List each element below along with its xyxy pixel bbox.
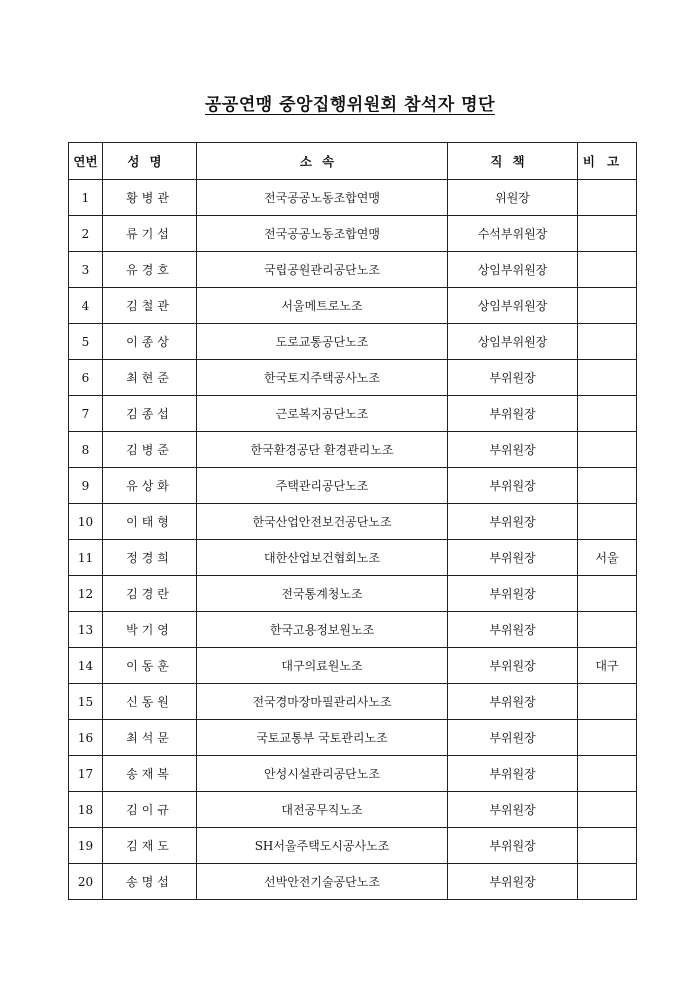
- row-position: 부위원장: [448, 576, 578, 612]
- row-note: [578, 612, 637, 648]
- row-no: 16: [69, 720, 103, 756]
- row-name: 김철관: [103, 288, 197, 324]
- row-org: 전국공공노동조합연맹: [197, 180, 448, 216]
- row-no: 1: [69, 180, 103, 216]
- table-row: [69, 252, 637, 288]
- row-no: 14: [69, 648, 103, 684]
- row-position: 부위원장: [448, 504, 578, 540]
- table-row: [69, 612, 637, 648]
- table-row: [69, 432, 637, 468]
- row-name: 이동훈: [103, 648, 197, 684]
- table-row: [69, 720, 637, 756]
- row-no: 18: [69, 792, 103, 828]
- row-no: 5: [69, 324, 103, 360]
- row-position: 상임부위원장: [448, 324, 578, 360]
- row-org: 전국통계청노조: [197, 576, 448, 612]
- row-position: 부위원장: [448, 540, 578, 576]
- document-title: [0, 90, 700, 115]
- row-note: [578, 792, 637, 828]
- row-name: 최석문: [103, 720, 197, 756]
- row-name: 최현준: [103, 360, 197, 396]
- row-note: [578, 684, 637, 720]
- header-org: 소속: [197, 143, 448, 180]
- table-row: [69, 288, 637, 324]
- table-row: [69, 216, 637, 252]
- row-note: [578, 396, 637, 432]
- row-name: 김재도: [103, 828, 197, 864]
- row-position: 부위원장: [448, 396, 578, 432]
- row-name: 이종상: [103, 324, 197, 360]
- row-org: 주택관리공단노조: [197, 468, 448, 504]
- table-row: [69, 180, 637, 216]
- row-position: 부위원장: [448, 612, 578, 648]
- row-name: 이태형: [103, 504, 197, 540]
- table-body: [69, 180, 637, 900]
- row-position: 위원장: [448, 180, 578, 216]
- row-name: 유경호: [103, 252, 197, 288]
- header-no: 연번: [69, 143, 103, 180]
- table-row: [69, 648, 637, 684]
- row-name: 정경희: [103, 540, 197, 576]
- row-no: 20: [69, 864, 103, 900]
- row-position: 부위원장: [448, 756, 578, 792]
- row-no: 2: [69, 216, 103, 252]
- table-header-row: [69, 143, 637, 180]
- row-no: 7: [69, 396, 103, 432]
- row-note: [578, 720, 637, 756]
- table-row: [69, 324, 637, 360]
- row-position: 부위원장: [448, 720, 578, 756]
- table-row: [69, 396, 637, 432]
- row-position: 부위원장: [448, 468, 578, 504]
- row-position: 부위원장: [448, 792, 578, 828]
- row-note: 서울: [578, 540, 637, 576]
- row-org: 대구의료원노조: [197, 648, 448, 684]
- row-name: 류기섭: [103, 216, 197, 252]
- row-no: 13: [69, 612, 103, 648]
- row-name: 신동원: [103, 684, 197, 720]
- row-name: 김이규: [103, 792, 197, 828]
- row-position: 상임부위원장: [448, 288, 578, 324]
- row-note: [578, 180, 637, 216]
- row-org: 한국토지주택공사노조: [197, 360, 448, 396]
- row-no: 4: [69, 288, 103, 324]
- row-note: [578, 756, 637, 792]
- row-no: 8: [69, 432, 103, 468]
- row-org: 대전공무직노조: [197, 792, 448, 828]
- row-position: 부위원장: [448, 828, 578, 864]
- row-note: [578, 864, 637, 900]
- row-org: 한국산업안전보건공단노조: [197, 504, 448, 540]
- row-org: 한국고용정보원노조: [197, 612, 448, 648]
- table-row: [69, 540, 637, 576]
- row-position: 부위원장: [448, 432, 578, 468]
- row-position: 상임부위원장: [448, 252, 578, 288]
- row-note: [578, 324, 637, 360]
- table-row: [69, 792, 637, 828]
- row-position: 부위원장: [448, 684, 578, 720]
- row-note: [578, 252, 637, 288]
- row-position: 수석부위원장: [448, 216, 578, 252]
- row-position: 부위원장: [448, 648, 578, 684]
- row-org: 한국환경공단 환경관리노조: [197, 432, 448, 468]
- row-no: 3: [69, 252, 103, 288]
- table-row: [69, 576, 637, 612]
- row-no: 17: [69, 756, 103, 792]
- row-org: 도로교통공단노조: [197, 324, 448, 360]
- row-org: 대한산업보건협회노조: [197, 540, 448, 576]
- row-note: [578, 432, 637, 468]
- row-name: 김병준: [103, 432, 197, 468]
- row-note: [578, 360, 637, 396]
- row-org: 국립공원관리공단노조: [197, 252, 448, 288]
- row-name: 김종섭: [103, 396, 197, 432]
- row-position: 부위원장: [448, 360, 578, 396]
- row-no: 6: [69, 360, 103, 396]
- table-row: [69, 756, 637, 792]
- row-org: 전국공공노동조합연맹: [197, 216, 448, 252]
- table-row: [69, 828, 637, 864]
- row-no: 15: [69, 684, 103, 720]
- row-note: [578, 504, 637, 540]
- row-org: 서울메트로노조: [197, 288, 448, 324]
- attendee-table: [68, 142, 637, 900]
- row-position: 부위원장: [448, 864, 578, 900]
- row-no: 10: [69, 504, 103, 540]
- row-note: [578, 576, 637, 612]
- row-note: [578, 468, 637, 504]
- table-row: [69, 504, 637, 540]
- row-note: [578, 828, 637, 864]
- header-position: 직책: [448, 143, 578, 180]
- header-name: 성명: [103, 143, 197, 180]
- row-name: 송명섭: [103, 864, 197, 900]
- row-no: 12: [69, 576, 103, 612]
- row-note: [578, 216, 637, 252]
- table-row: [69, 864, 637, 900]
- row-no: 19: [69, 828, 103, 864]
- document-title-text: 공공연맹 중앙집행위원회 참석자 명단: [204, 95, 495, 115]
- table-row: [69, 468, 637, 504]
- row-name: 황병관: [103, 180, 197, 216]
- row-org: 안성시설관리공단노조: [197, 756, 448, 792]
- row-name: 김경란: [103, 576, 197, 612]
- row-note: [578, 288, 637, 324]
- header-note: 비고: [578, 143, 637, 180]
- row-no: 11: [69, 540, 103, 576]
- row-note: 대구: [578, 648, 637, 684]
- row-org: 전국경마장마필관리사노조: [197, 684, 448, 720]
- table-row: [69, 360, 637, 396]
- row-org: 선박안전기술공단노조: [197, 864, 448, 900]
- row-name: 송재복: [103, 756, 197, 792]
- row-name: 유상화: [103, 468, 197, 504]
- row-org: 국토교통부 국토관리노조: [197, 720, 448, 756]
- table-row: [69, 684, 637, 720]
- row-name: 박기영: [103, 612, 197, 648]
- row-no: 9: [69, 468, 103, 504]
- row-org: SH서울주택도시공사노조: [197, 828, 448, 864]
- row-org: 근로복지공단노조: [197, 396, 448, 432]
